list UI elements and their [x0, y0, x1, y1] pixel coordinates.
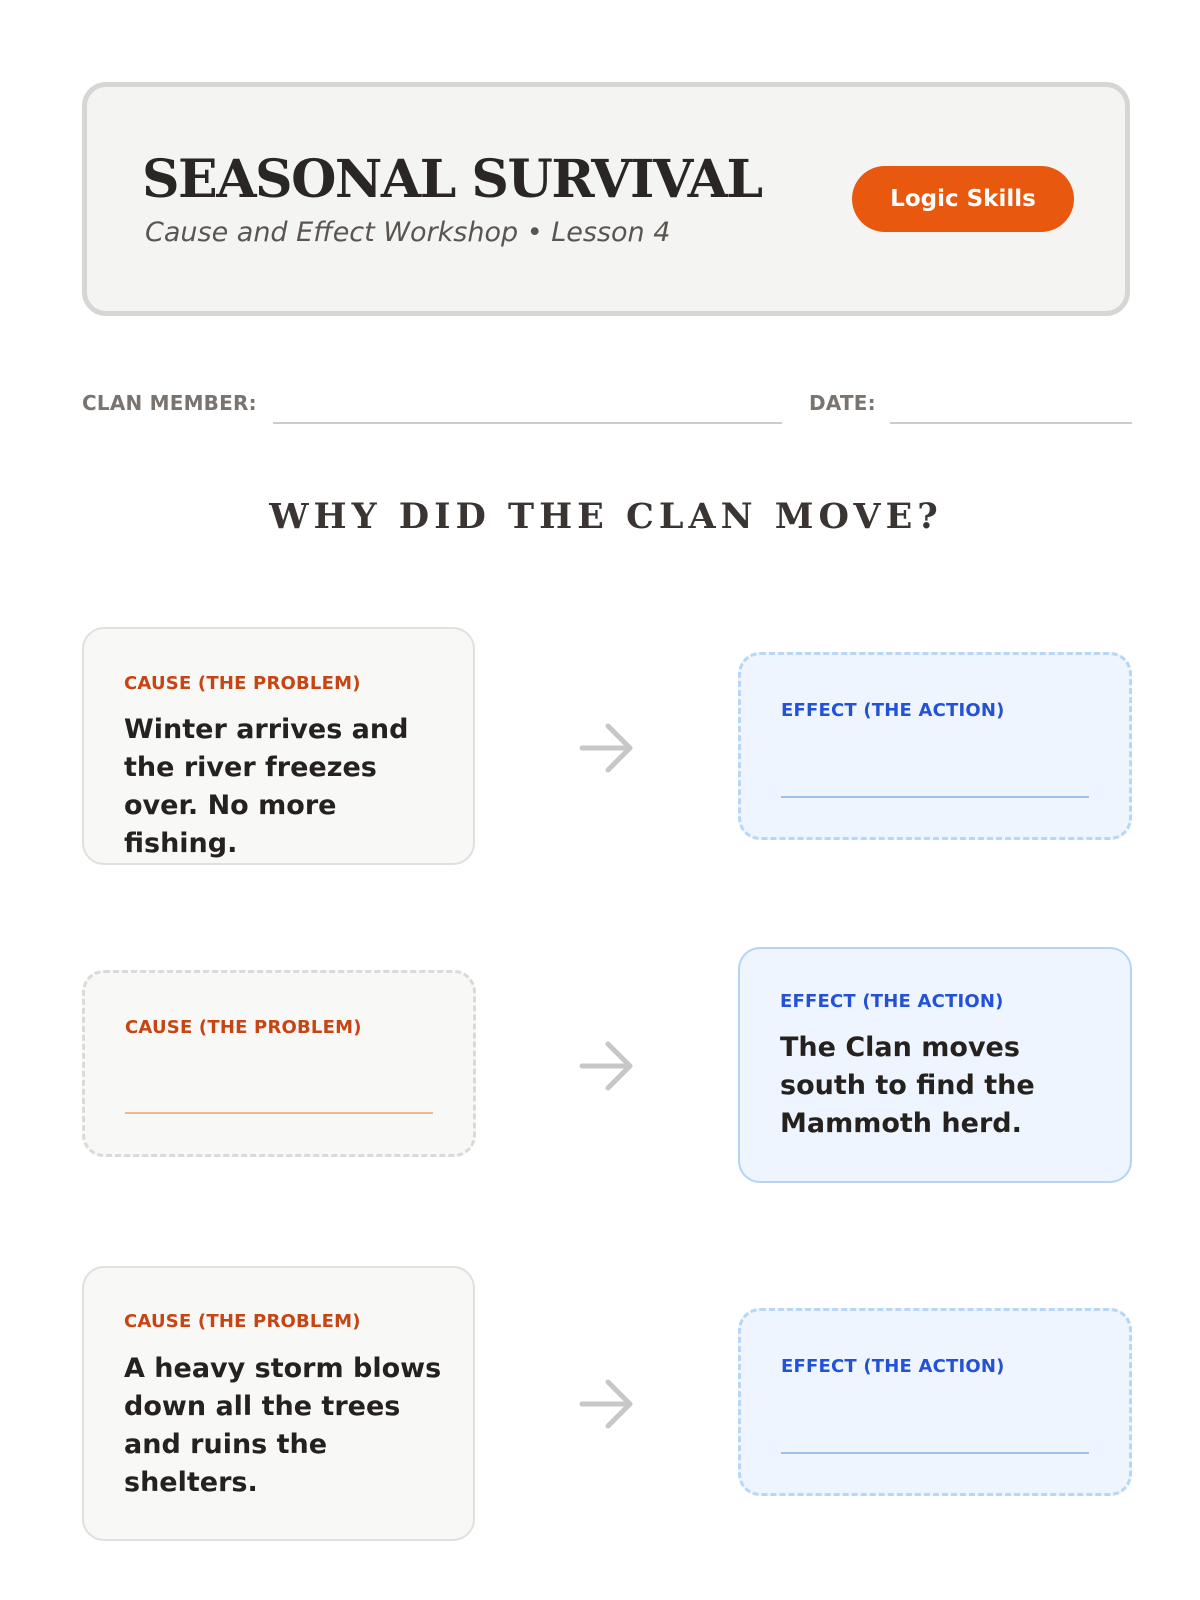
effect-card-2	[738, 947, 1132, 1183]
effect-card-1	[738, 652, 1132, 840]
effect-label: EFFECT (THE ACTION)	[781, 700, 1005, 721]
date-label: DATE:	[809, 391, 876, 415]
page-title: SEASONAL SURVIVAL	[142, 149, 762, 210]
effect-label: EFFECT (THE ACTION)	[781, 1356, 1005, 1377]
cause-label: CAUSE (THE PROBLEM)	[124, 673, 361, 694]
section-title: WHY DID THE CLAN MOVE?	[269, 496, 943, 537]
page-subtitle: Cause and Effect Workshop • Lesson 4	[145, 217, 671, 248]
cause-answer-line[interactable]	[125, 1112, 433, 1114]
cause-text: Winter arrives and the river freezes over. No more fishing.	[124, 714, 409, 859]
effect-answer-line[interactable]	[781, 1452, 1089, 1454]
effect-text: The Clan moves south to find the Mammoth herd.	[780, 1032, 1035, 1139]
arrow-right-icon	[578, 719, 636, 777]
arrow-right-icon	[578, 1037, 636, 1095]
arrow-right-icon	[578, 1375, 636, 1433]
cause-label: CAUSE (THE PROBLEM)	[124, 1311, 361, 1332]
date-field[interactable]	[890, 422, 1132, 424]
effect-label: EFFECT (THE ACTION)	[780, 991, 1004, 1012]
clan-member-field[interactable]	[273, 422, 782, 424]
effect-card-3	[738, 1308, 1132, 1496]
cause-card-2	[82, 970, 476, 1157]
cause-card-1	[82, 627, 475, 865]
header-card	[82, 82, 1130, 316]
skill-badge: Logic Skills	[852, 166, 1074, 232]
cause-card-3	[82, 1266, 475, 1541]
effect-answer-line[interactable]	[781, 796, 1089, 798]
clan-member-label: CLAN MEMBER:	[82, 391, 257, 415]
cause-text: A heavy storm blows down all the trees and ruins the shelters.	[124, 1353, 442, 1498]
cause-label: CAUSE (THE PROBLEM)	[125, 1017, 362, 1038]
